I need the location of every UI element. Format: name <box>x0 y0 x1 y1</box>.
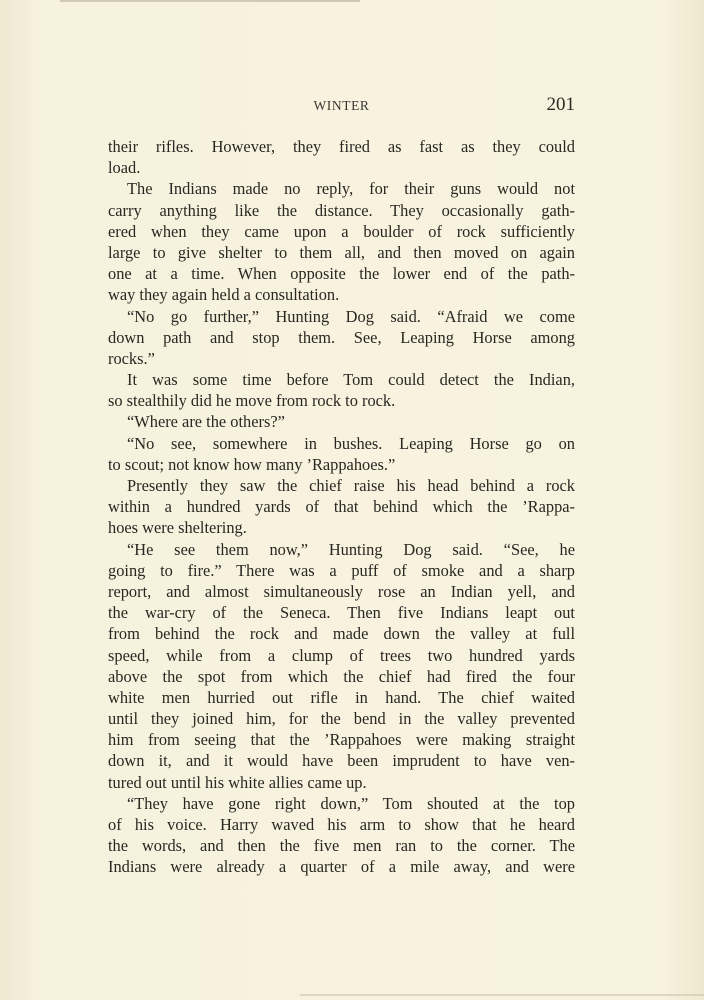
text-line: from behind the rock and made down the valley at full <box>108 624 575 644</box>
text-line: “They have gone right down,” Tom shouted at the top <box>127 793 575 813</box>
text-line: going to fire.” There was a puff of smoke and a sharp <box>108 560 575 580</box>
text-line: of his voice. Harry waved his arm to show that he heard <box>108 815 575 834</box>
text-line: ered when they came upon a boulder of rock sufficiently <box>108 221 575 241</box>
text-line: way they again held a consultation. <box>108 285 340 305</box>
text-line: “Where are the others?” <box>127 412 285 432</box>
page-number: 201 <box>546 94 575 115</box>
text-line: down it, and it would have been imprudent to have ven- <box>108 751 575 771</box>
bottom-edge-mark <box>300 994 704 996</box>
text-line: Presently they saw the chief raise his head behind a rock <box>127 476 575 495</box>
text-line: large to give shelter to them all, and then moved on again <box>108 242 575 262</box>
text-line: until they joined him, for the bend in the valley prevented <box>108 709 575 729</box>
text-line: “He see them now,” Hunting Dog said. “See, he <box>127 539 575 559</box>
running-head <box>108 94 575 120</box>
text-line: report, and almost simultaneously rose an Indian yell, and <box>108 581 575 601</box>
text-line: to scout; not know how many ’Rappahoes.” <box>108 454 396 474</box>
text-line: their rifles. However, they fired as fast as they could <box>108 137 575 156</box>
text-line: rocks.” <box>108 348 155 368</box>
text-line: “No see, somewhere in bushes. Leaping Horse go on <box>127 433 575 453</box>
text-line: one at a time. When opposite the lower end of the path- <box>108 264 575 284</box>
text-line: The Indians made no reply, for their guns would not <box>127 179 575 199</box>
text-line: him from seeing that the ’Rappahoes were making straight <box>108 730 575 750</box>
text-line: above the spot from which the chief had fired the four <box>108 666 575 686</box>
text-line: Indians were already a quarter of a mile away, and were <box>108 857 575 877</box>
text-line: hoes were sheltering. <box>108 518 247 538</box>
text-line: the words, and then the five men ran to the corner. The <box>108 836 575 856</box>
text-line: white men hurried out rifle in hand. The chief waited <box>108 687 575 707</box>
text-line: tured out until his white allies came up. <box>108 772 367 792</box>
running-title: WINTER <box>313 98 370 113</box>
top-edge-mark <box>60 0 360 2</box>
text-line: “No go further,” Hunting Dog said. “Afraid we come <box>127 306 575 326</box>
text-line: speed, while from a clump of trees two hundred yards <box>108 645 575 665</box>
body-text <box>108 136 575 878</box>
text-line: carry anything like the distance. They occasionally gath- <box>108 200 575 220</box>
text-line: load. <box>108 158 141 178</box>
text-line: the war-cry of the Seneca. Then five Indians leapt out <box>108 603 575 623</box>
text-line: It was some time before Tom could detect the Indian, <box>127 370 575 390</box>
text-line: so stealthily did he move from rock to rock. <box>108 391 396 411</box>
text-line: within a hundred yards of that behind which the ’Rappa- <box>108 497 575 517</box>
text-line: down path and stop them. See, Leaping Horse among <box>108 327 575 347</box>
